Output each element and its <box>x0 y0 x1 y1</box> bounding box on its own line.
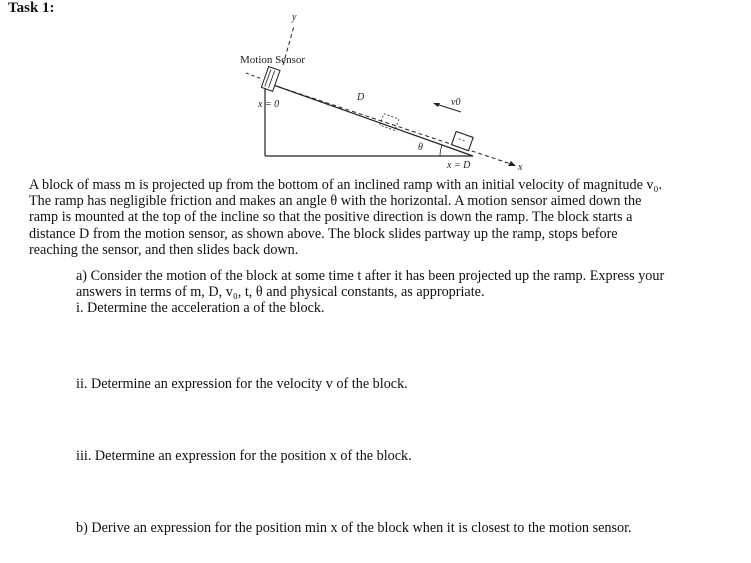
question-ii: ii. Determine an expression for the velocity v of the block. <box>76 376 408 392</box>
ramp-outline <box>265 82 473 156</box>
part-a-line: i. Determine the acceleration a of the block. <box>76 300 325 317</box>
intro-line: ramp is mounted at the top of the incline so that the positive direction is down the ramp. The block starts a <box>29 209 633 226</box>
angle-arc <box>440 145 442 156</box>
question-b: b) Derive an expression for the position min x of the block when it is closest to the motion sensor. <box>76 520 632 536</box>
x-end-label: x = D <box>447 160 471 171</box>
intro-line: The ramp has negligible friction and makes an angle θ with the horizontal. A motion sensor aimed down the <box>29 193 642 210</box>
sensor-label: Motion Sensor <box>240 54 306 66</box>
block <box>452 131 474 150</box>
x-zero-label: x = 0 <box>258 99 280 110</box>
question-iii: iii. Determine an expression for the position x of the block. <box>76 448 412 464</box>
x-axis-arrowhead <box>508 161 516 166</box>
task-title: Task 1: <box>8 0 55 16</box>
ghost-block <box>380 114 399 131</box>
distance-label: D <box>357 92 365 103</box>
y-axis-label: y <box>292 12 297 23</box>
x-axis-dashed <box>279 87 511 164</box>
angle-label: θ <box>418 142 423 153</box>
part-a <box>76 268 746 317</box>
problem-intro <box>29 177 729 258</box>
ramp-diagram <box>0 0 751 175</box>
part-a-line: answers in terms of m, D, v₀, t, θ and physical constants, as appropriate. <box>76 284 485 301</box>
intro-line: reaching the sensor, and then slides back down. <box>29 241 299 258</box>
part-a-line: a) Consider the motion of the block at some time t after it has been projected up the ramp. Express your <box>76 268 665 284</box>
intro-line: A block of mass m is projected up from the bottom of an inclined ramp with an initial velocity of magnitude v₀. <box>29 177 663 193</box>
intro-line: distance D from the motion sensor, as shown above. The block slides partway up the ramp, stops before <box>29 225 618 242</box>
x-axis-label: x <box>518 162 523 173</box>
motion-sensor <box>261 67 280 92</box>
velocity-label: v0 <box>451 97 461 108</box>
